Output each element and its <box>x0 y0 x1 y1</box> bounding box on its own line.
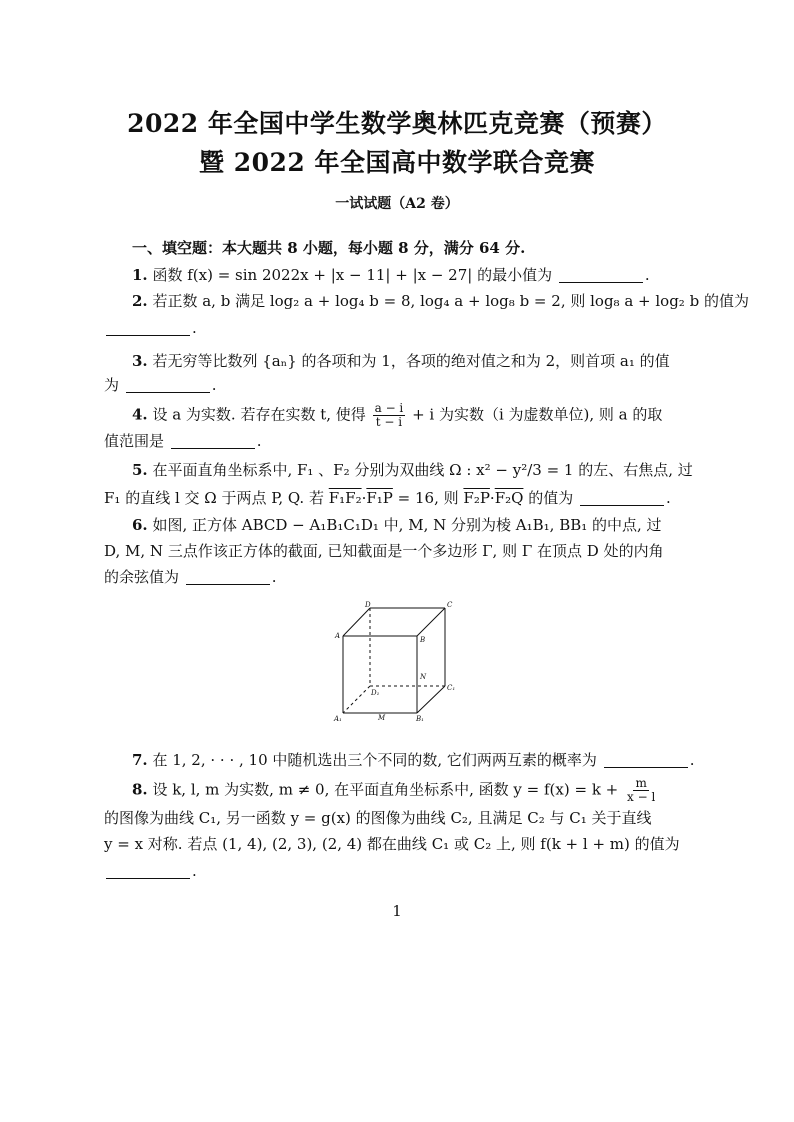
problem-2 <box>132 291 749 311</box>
problem-8-text-a: 设 k, l, m 为实数, m ≠ 0, 在平面直角坐标系中, 函数 y = f(x) = k + <box>152 780 619 799</box>
cube-figure <box>330 600 470 725</box>
problem-3-number: 3. <box>132 352 148 370</box>
answer-blank-6[interactable] <box>186 570 270 585</box>
vector-f2p: F₂P <box>463 489 490 507</box>
problem-2-end: . <box>192 319 197 337</box>
problem-7-text: 在 1, 2, · · · , 10 中随机选出三个不同的数, 它们两两互素的概率为 <box>152 751 597 769</box>
problem-6-number: 6. <box>132 516 148 534</box>
paper-subtitle: 一试试题（A2 卷） <box>335 196 459 212</box>
problem-5 <box>132 460 696 480</box>
problem-3-line-2-text: 为 <box>104 376 120 394</box>
problem-5-line-2: F₁ 的直线 l 交 Ω 于两点 P, Q. 若 F₁F₂·F₁P = 16, 则 F₂P·F₂Q 的值为 . <box>104 489 671 507</box>
problem-4-text-b: + i 为实数（i 为虚数单位), 则 a 的取 <box>412 405 663 424</box>
problem-8-fraction <box>625 777 657 804</box>
problem-5-text-b: = 16, 则 <box>397 489 459 507</box>
answer-blank-8[interactable] <box>106 864 190 879</box>
problem-8-line-2: 的图像为曲线 C₁, 另一函数 y = g(x) 的图像为曲线 C₂, 且满足 C₂ 与 C₁ 关于直线 <box>104 809 652 827</box>
answer-blank-3[interactable] <box>126 378 210 393</box>
problem-4-fraction <box>373 402 406 429</box>
problem-4 <box>132 402 696 429</box>
problem-4-text-a: 设 a 为实数. 若存在实数 t, 使得 <box>152 405 366 424</box>
problem-2-number: 2. <box>132 292 148 310</box>
problem-2-text: 若正数 a, b 满足 log₂ a + log₄ b = 8, log₄ a + log₈ b = 2, 则 log₈ a + log₂ b 的值为 <box>152 292 749 310</box>
title-line-2: 暨 2022 年全国高中数学联合竞赛 <box>199 148 595 177</box>
problem-3-line-1: 若无穷等比数列 {aₙ} 的各项和为 1，各项的绝对值之和为 2，则首项 a₁ 的值 <box>152 352 670 370</box>
problem-8-number: 8. <box>132 780 148 799</box>
label-c: C <box>447 601 453 609</box>
label-d1: D₁ <box>371 689 380 697</box>
title-line-1: 2022 年全国中学生数学奥林匹克竞赛（预赛） <box>127 109 667 138</box>
problem-6-line-3-text: 的余弦值为 <box>104 568 180 586</box>
section-heading: 一、填空题：本大题共 8 小题，每小题 8 分，满分 64 分. <box>132 239 526 257</box>
problem-6-end: . <box>271 568 277 586</box>
problem-6 <box>132 515 696 535</box>
problem-3-line-2 <box>104 375 696 395</box>
problem-8 <box>132 777 696 804</box>
problem-1-number: 1. <box>132 266 148 284</box>
answer-blank-4[interactable] <box>171 434 255 449</box>
page-number: 1 <box>392 902 402 920</box>
problem-3-end: . <box>211 376 217 394</box>
answer-blank-7[interactable] <box>604 753 688 768</box>
problem-8-line-3: y = x 对称. 若点 (1, 4), (2, 3), (2, 4) 都在曲线 C₁ 或 C₂ 上, 则 f(k + l + m) 的值为 <box>104 835 680 853</box>
problem-3 <box>132 351 696 371</box>
problem-7-number: 7. <box>132 751 148 769</box>
problem-7-end: . <box>689 751 695 769</box>
problem-1 <box>132 265 696 285</box>
answer-blank-1[interactable] <box>559 268 643 283</box>
problem-6-line-1: 如图, 正方体 ABCD − A₁B₁C₁D₁ 中, M, N 分别为棱 A₁B₁, BB₁ 的中点, 过 <box>152 516 662 534</box>
fraction-denominator: x − l <box>627 790 656 804</box>
problem-4-end: . <box>256 432 262 450</box>
label-n: N <box>420 673 427 681</box>
problem-1-text: 函数 f(x) = sin 2022x + |x − 11| + |x − 27| 的最小值为 <box>152 266 553 284</box>
problem-1-end: . <box>644 266 650 284</box>
problem-4-line-2-text: 值范围是 <box>104 432 165 450</box>
label-c1: C₁ <box>447 684 456 692</box>
answer-blank-2[interactable] <box>106 321 190 336</box>
problem-6-line-3 <box>104 567 696 587</box>
problem-8-line-4 <box>104 861 696 881</box>
problem-7 <box>132 750 696 770</box>
label-m: M <box>378 714 386 722</box>
problem-5-text-c: 的值为 <box>528 489 574 507</box>
problem-6-line-2: D, M, N 三点作该正方体的截面, 已知截面是一个多边形 Γ, 则 Γ 在顶点 D 处的内角 <box>104 542 664 560</box>
fraction-denominator: t − i <box>375 415 403 429</box>
problem-8-end: . <box>192 862 197 880</box>
answer-blank-5[interactable] <box>580 491 664 506</box>
problem-4-number: 4. <box>132 405 148 424</box>
label-b: B <box>420 636 426 644</box>
vector-f1p: F₁P <box>366 489 393 507</box>
vector-f1f2: F₁F₂ <box>328 489 362 507</box>
label-a: A <box>335 632 341 640</box>
problem-5-text-a: F₁ 的直线 l 交 Ω 于两点 P, Q. 若 <box>104 489 324 507</box>
problem-5-line-1: 在平面直角坐标系中, F₁ 、F₂ 分别为双曲线 Ω : x² − y²/3 = 1 的左、右焦点, 过 <box>152 461 693 479</box>
problem-5-number: 5. <box>132 461 148 479</box>
fraction-numerator: m <box>635 776 647 790</box>
label-b1: B₁ <box>416 715 424 723</box>
problem-4-line-2 <box>104 431 696 451</box>
problem-2-line-2 <box>104 318 696 338</box>
problem-5-end: . <box>666 489 671 507</box>
fraction-numerator: a − i <box>374 401 404 415</box>
vector-f2q: F₂Q <box>494 489 524 507</box>
label-d: D <box>365 601 371 609</box>
label-a1: A₁ <box>334 715 342 723</box>
